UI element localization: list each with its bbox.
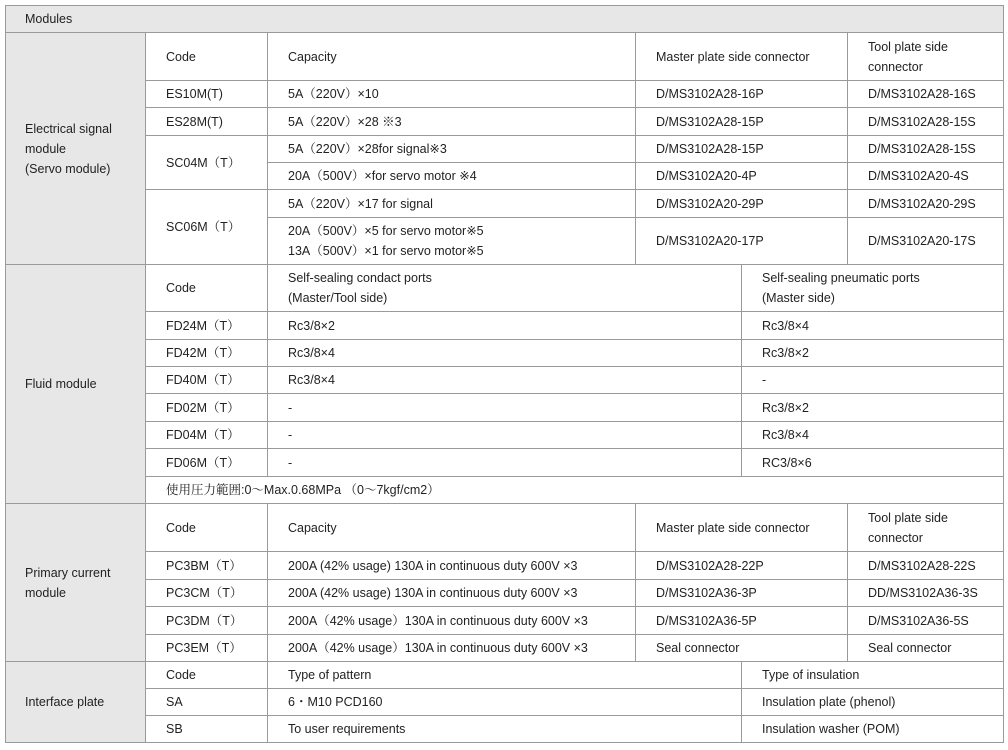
row-master: D/MS3102A28-16P — [636, 81, 848, 108]
row-capacity: 200A (42% usage) 130A in continuous duty 600V ×3 — [268, 580, 636, 607]
row-code: SB — [146, 716, 268, 743]
row-code: ES10M(T) — [146, 81, 268, 108]
table-row — [6, 367, 1004, 394]
row-code: SA — [146, 689, 268, 716]
row-master: D/MS3102A20-29P — [636, 190, 848, 218]
row-capacity: 20A（500V）×for servo motor ※4 — [268, 163, 636, 190]
fluid-header-pneumatic-line: (Master side) — [762, 291, 835, 305]
row-insulation: Insulation washer (POM) — [742, 716, 1004, 743]
row-tool: D/MS3102A20-4S — [848, 163, 1004, 190]
row-tool: Seal connector — [848, 635, 1004, 662]
electrical-header-capacity: Capacity — [268, 33, 636, 81]
electrical-group-line: (Servo module) — [25, 161, 111, 176]
row-code: ES28M(T) — [146, 108, 268, 136]
row-tool: D/MS3102A28-16S — [848, 81, 1004, 108]
interface-group-label: Interface plate — [6, 662, 146, 743]
row-code: FD42M（T） — [146, 340, 268, 367]
row-master: D/MS3102A28-15P — [636, 108, 848, 136]
row-master: D/MS3102A36-5P — [636, 607, 848, 635]
row-code: SC06M（T） — [146, 190, 268, 265]
electrical-group-line: Electrical signal — [25, 121, 112, 136]
row-contact: Rc3/8×2 — [268, 312, 742, 340]
table-row — [6, 689, 1004, 716]
row-pneumatic: Rc3/8×2 — [742, 394, 1004, 422]
fluid-header-pneumatic-line: Self-sealing pneumatic ports — [762, 271, 920, 285]
primary-header-capacity: Capacity — [268, 504, 636, 552]
modules-table-wrapper — [5, 5, 1003, 743]
primary-header-tool-line: Tool plate side — [868, 510, 948, 525]
row-contact: Rc3/8×4 — [268, 340, 742, 367]
row-contact: Rc3/8×4 — [268, 367, 742, 394]
row-pneumatic: - — [742, 367, 1004, 394]
row-code: PC3EM（T） — [146, 635, 268, 662]
electrical-group-label — [6, 33, 146, 265]
fluid-header-code: Code — [146, 265, 268, 312]
primary-header-row — [6, 504, 1004, 552]
row-capacity: 5A（220V）×10 — [268, 81, 636, 108]
interface-header-insulation: Type of insulation — [742, 662, 1004, 689]
primary-header-master: Master plate side connector — [636, 504, 848, 552]
electrical-header-code: Code — [146, 33, 268, 81]
row-tool: D/MS3102A20-17S — [848, 218, 1004, 265]
electrical-header-tool-line: Tool plate side — [868, 39, 948, 54]
fluid-header-contact — [268, 265, 742, 312]
fluid-header-contact-line: (Master/Tool side) — [288, 291, 388, 305]
primary-group-line: Primary current — [25, 565, 111, 580]
primary-header-tool — [848, 504, 1004, 552]
title-row — [6, 6, 1004, 33]
row-code: PC3CM（T） — [146, 580, 268, 607]
table-row — [6, 635, 1004, 662]
row-code: FD24M（T） — [146, 312, 268, 340]
row-master: Seal connector — [636, 635, 848, 662]
fluid-header-row — [6, 265, 1004, 312]
fluid-header-pneumatic — [742, 265, 1004, 312]
row-code: FD04M（T） — [146, 422, 268, 449]
interface-header-row — [6, 662, 1004, 689]
row-master: D/MS3102A20-4P — [636, 163, 848, 190]
table-row — [6, 394, 1004, 422]
row-pneumatic: Rc3/8×4 — [742, 422, 1004, 449]
row-master: D/MS3102A28-22P — [636, 552, 848, 580]
table-row — [6, 136, 1004, 163]
row-capacity: 200A（42% usage）130A in continuous duty 600V ×3 — [268, 607, 636, 635]
row-contact: - — [268, 449, 742, 477]
row-master: D/MS3102A28-15P — [636, 136, 848, 163]
table-row — [6, 312, 1004, 340]
table-row — [6, 422, 1004, 449]
interface-header-pattern: Type of pattern — [268, 662, 742, 689]
primary-header-tool-line: connector — [868, 530, 923, 545]
table-row — [6, 340, 1004, 367]
row-code: SC04M（T） — [146, 136, 268, 190]
table-row — [6, 580, 1004, 607]
row-capacity — [268, 218, 636, 265]
row-capacity: 200A（42% usage）130A in continuous duty 600V ×3 — [268, 635, 636, 662]
row-tool: D/MS3102A28-22S — [848, 552, 1004, 580]
row-tool: D/MS3102A20-29S — [848, 190, 1004, 218]
row-capacity: 5A（220V）×17 for signal — [268, 190, 636, 218]
table-row — [6, 108, 1004, 136]
row-master: D/MS3102A36-3P — [636, 580, 848, 607]
row-pattern: 6・M10 PCD160 — [268, 689, 742, 716]
row-code: PC3BM（T） — [146, 552, 268, 580]
row-tool: D/MS3102A36-5S — [848, 607, 1004, 635]
primary-header-code: Code — [146, 504, 268, 552]
row-tool: DD/MS3102A36-3S — [848, 580, 1004, 607]
table-row — [6, 190, 1004, 218]
row-capacity-line: 13A（500V）×1 for servo motor※5 — [288, 244, 484, 258]
electrical-header-tool — [848, 33, 1004, 81]
table-row — [6, 607, 1004, 635]
fluid-group-label: Fluid module — [6, 265, 146, 504]
electrical-header-tool-line: connector — [868, 59, 923, 74]
modules-table — [5, 5, 1004, 743]
table-row — [6, 81, 1004, 108]
row-code: FD40M（T） — [146, 367, 268, 394]
row-code: FD06M（T） — [146, 449, 268, 477]
row-capacity-line: 20A（500V）×5 for servo motor※5 — [288, 224, 484, 238]
row-tool: D/MS3102A28-15S — [848, 136, 1004, 163]
electrical-header-master: Master plate side connector — [636, 33, 848, 81]
table-row — [6, 716, 1004, 743]
interface-header-code: Code — [146, 662, 268, 689]
electrical-header-row — [6, 33, 1004, 81]
row-code: PC3DM（T） — [146, 607, 268, 635]
row-pneumatic: RC3/8×6 — [742, 449, 1004, 477]
row-capacity: 200A (42% usage) 130A in continuous duty 600V ×3 — [268, 552, 636, 580]
electrical-group-line: module — [25, 141, 66, 156]
row-capacity: 5A（220V）×28for signal※3 — [268, 136, 636, 163]
table-row — [6, 449, 1004, 477]
primary-group-line: module — [25, 585, 66, 600]
row-pneumatic: Rc3/8×4 — [742, 312, 1004, 340]
row-code: FD02M（T） — [146, 394, 268, 422]
fluid-note-row — [6, 477, 1004, 504]
row-tool: D/MS3102A28-15S — [848, 108, 1004, 136]
row-capacity: 5A（220V）×28 ※3 — [268, 108, 636, 136]
row-pattern: To user requirements — [268, 716, 742, 743]
table-title: Modules — [6, 6, 1004, 33]
row-insulation: Insulation plate (phenol) — [742, 689, 1004, 716]
primary-group-label — [6, 504, 146, 662]
row-contact: - — [268, 394, 742, 422]
fluid-header-contact-line: Self-sealing condact ports — [288, 271, 432, 285]
row-contact: - — [268, 422, 742, 449]
row-master: D/MS3102A20-17P — [636, 218, 848, 265]
fluid-pressure-note: 使用圧力範囲:0～Max.0.68MPa （0～7kgf/cm2） — [146, 477, 1004, 504]
row-pneumatic: Rc3/8×2 — [742, 340, 1004, 367]
table-row — [6, 552, 1004, 580]
